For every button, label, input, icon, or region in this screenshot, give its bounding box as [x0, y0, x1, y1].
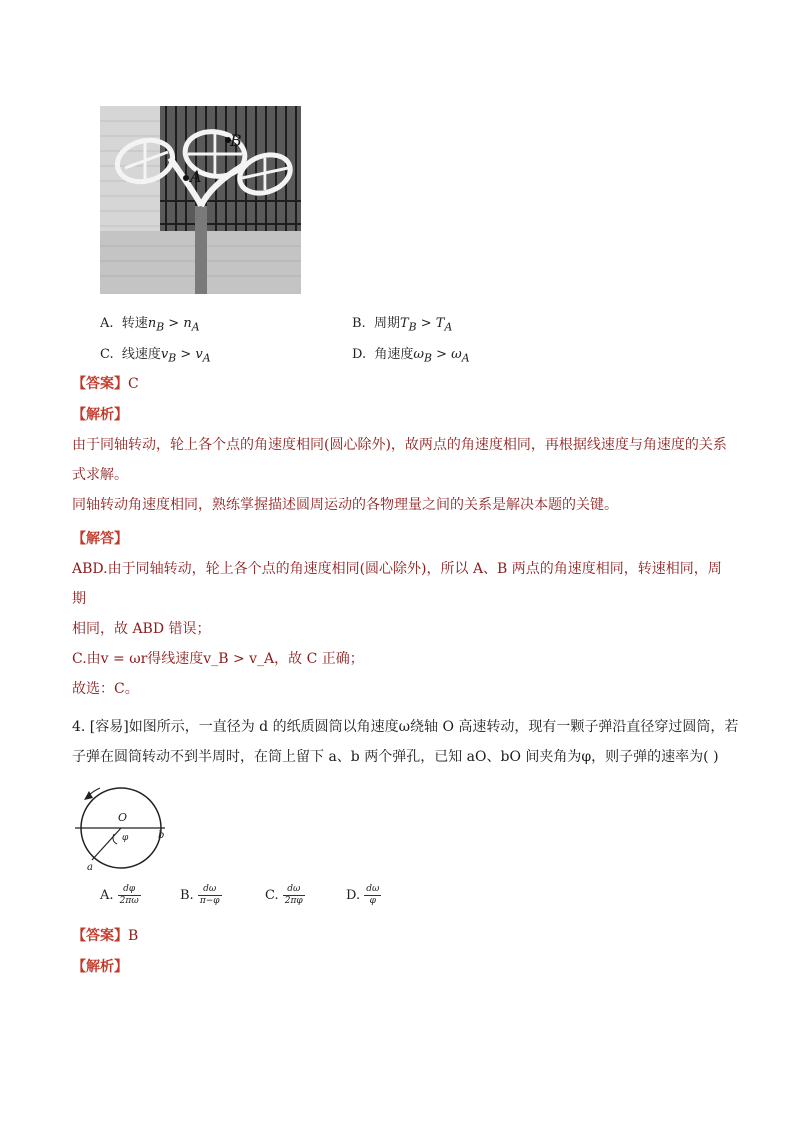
point-a-label: A	[190, 167, 202, 186]
point-a-label: a	[87, 862, 93, 873]
option-expr: $\omega_B > \omega_A$	[413, 347, 470, 365]
text-line: 子弹在圆筒转动不到半周时，在筒上留下 a、b 两个弹孔，已知 aO、bO 间夹角为φ，则子弹的速率为( )	[72, 749, 719, 765]
option-fraction	[198, 884, 222, 907]
text-line: 由于同轴转动，轮上各个点的角速度相同(圆心除外)，故两点的角速度相同，再根据线速度与角速度的关系	[72, 437, 727, 453]
numerator: dω	[198, 884, 222, 896]
option-letter: A.	[100, 316, 114, 331]
numerator: dφ	[118, 884, 141, 896]
denominator: 2πφ	[284, 896, 303, 906]
option-b	[180, 884, 222, 907]
text-line: 故选：C。	[72, 681, 139, 697]
solution-body	[72, 554, 732, 704]
answer-value: C	[128, 376, 139, 392]
numerator: dω	[366, 884, 380, 894]
option-letter: A.	[100, 888, 114, 903]
option-letter: D.	[352, 347, 367, 362]
point-b-label: B	[230, 131, 242, 150]
text-line: 同轴转动角速度相同，熟练掌握描述圆周运动的各物理量之间的关系是解决本题的关键。	[72, 497, 618, 513]
option-letter: C.	[100, 347, 114, 362]
answer-label: 【答案】	[72, 376, 128, 392]
text-line: 相同，故 ABD 错误；	[72, 621, 211, 637]
denominator: 2πω	[119, 896, 139, 906]
text-line: 式求解。	[72, 467, 128, 483]
option-a	[100, 884, 141, 907]
answer-line	[72, 925, 138, 945]
option-text: 周期	[373, 316, 400, 331]
option-expr: $v_B > v_A$	[160, 347, 211, 365]
option-d	[352, 343, 470, 365]
numerator: dω	[283, 884, 305, 896]
denominator: π−φ	[199, 896, 220, 906]
question-4-stem	[72, 712, 742, 772]
option-letter: C.	[265, 888, 279, 903]
option-letter: D.	[346, 888, 361, 903]
option-fraction	[364, 884, 381, 907]
option-expr: $T_B > T_A$	[399, 316, 453, 334]
analysis-heading	[72, 404, 128, 424]
answer-line	[72, 373, 139, 393]
option-fraction	[283, 884, 305, 907]
analysis-label: 【解析】	[72, 959, 128, 975]
text-line: 4. [容易]如图所示，一直径为 d 的纸质圆筒以角速度ω绕轴 O 高速转动，现有一颗子弹沿直径穿过圆筒，若	[72, 719, 739, 735]
option-text: 线速度	[121, 347, 161, 362]
text-line: C.由v = ωr得线速度v_B > v_A，故 C 正确；	[72, 651, 364, 667]
wheel-photo	[100, 106, 301, 294]
cylinder-diagram	[70, 778, 180, 873]
option-letter: B.	[352, 316, 366, 331]
option-c	[100, 343, 211, 365]
solution-label: 【解答】	[72, 531, 128, 547]
option-c	[265, 884, 305, 907]
option-text: 转速	[121, 316, 148, 331]
point-a-marker	[183, 175, 189, 181]
text-line: ABD.由于同轴转动，轮上各个点的角速度相同(圆心除外)，所以 A、B 两点的角速度相同，转速相同，周期	[72, 561, 722, 607]
center-label: O	[118, 811, 128, 824]
analysis-label: 【解析】	[72, 407, 128, 423]
option-text: 角速度	[374, 347, 414, 362]
answer-value: B	[128, 928, 139, 944]
point-b-label: b	[158, 830, 165, 841]
option-d	[346, 884, 381, 907]
analysis-body	[72, 430, 732, 520]
option-fraction	[118, 884, 141, 907]
option-expr: $n_B > n_A$	[147, 316, 200, 334]
option-a	[100, 312, 200, 334]
denominator: φ	[369, 896, 376, 906]
solution-heading	[72, 528, 128, 548]
answer-label: 【答案】	[72, 928, 128, 944]
option-letter: B.	[180, 888, 194, 903]
angle-label: φ	[122, 833, 129, 843]
option-b	[352, 312, 452, 334]
analysis-heading	[72, 956, 128, 976]
